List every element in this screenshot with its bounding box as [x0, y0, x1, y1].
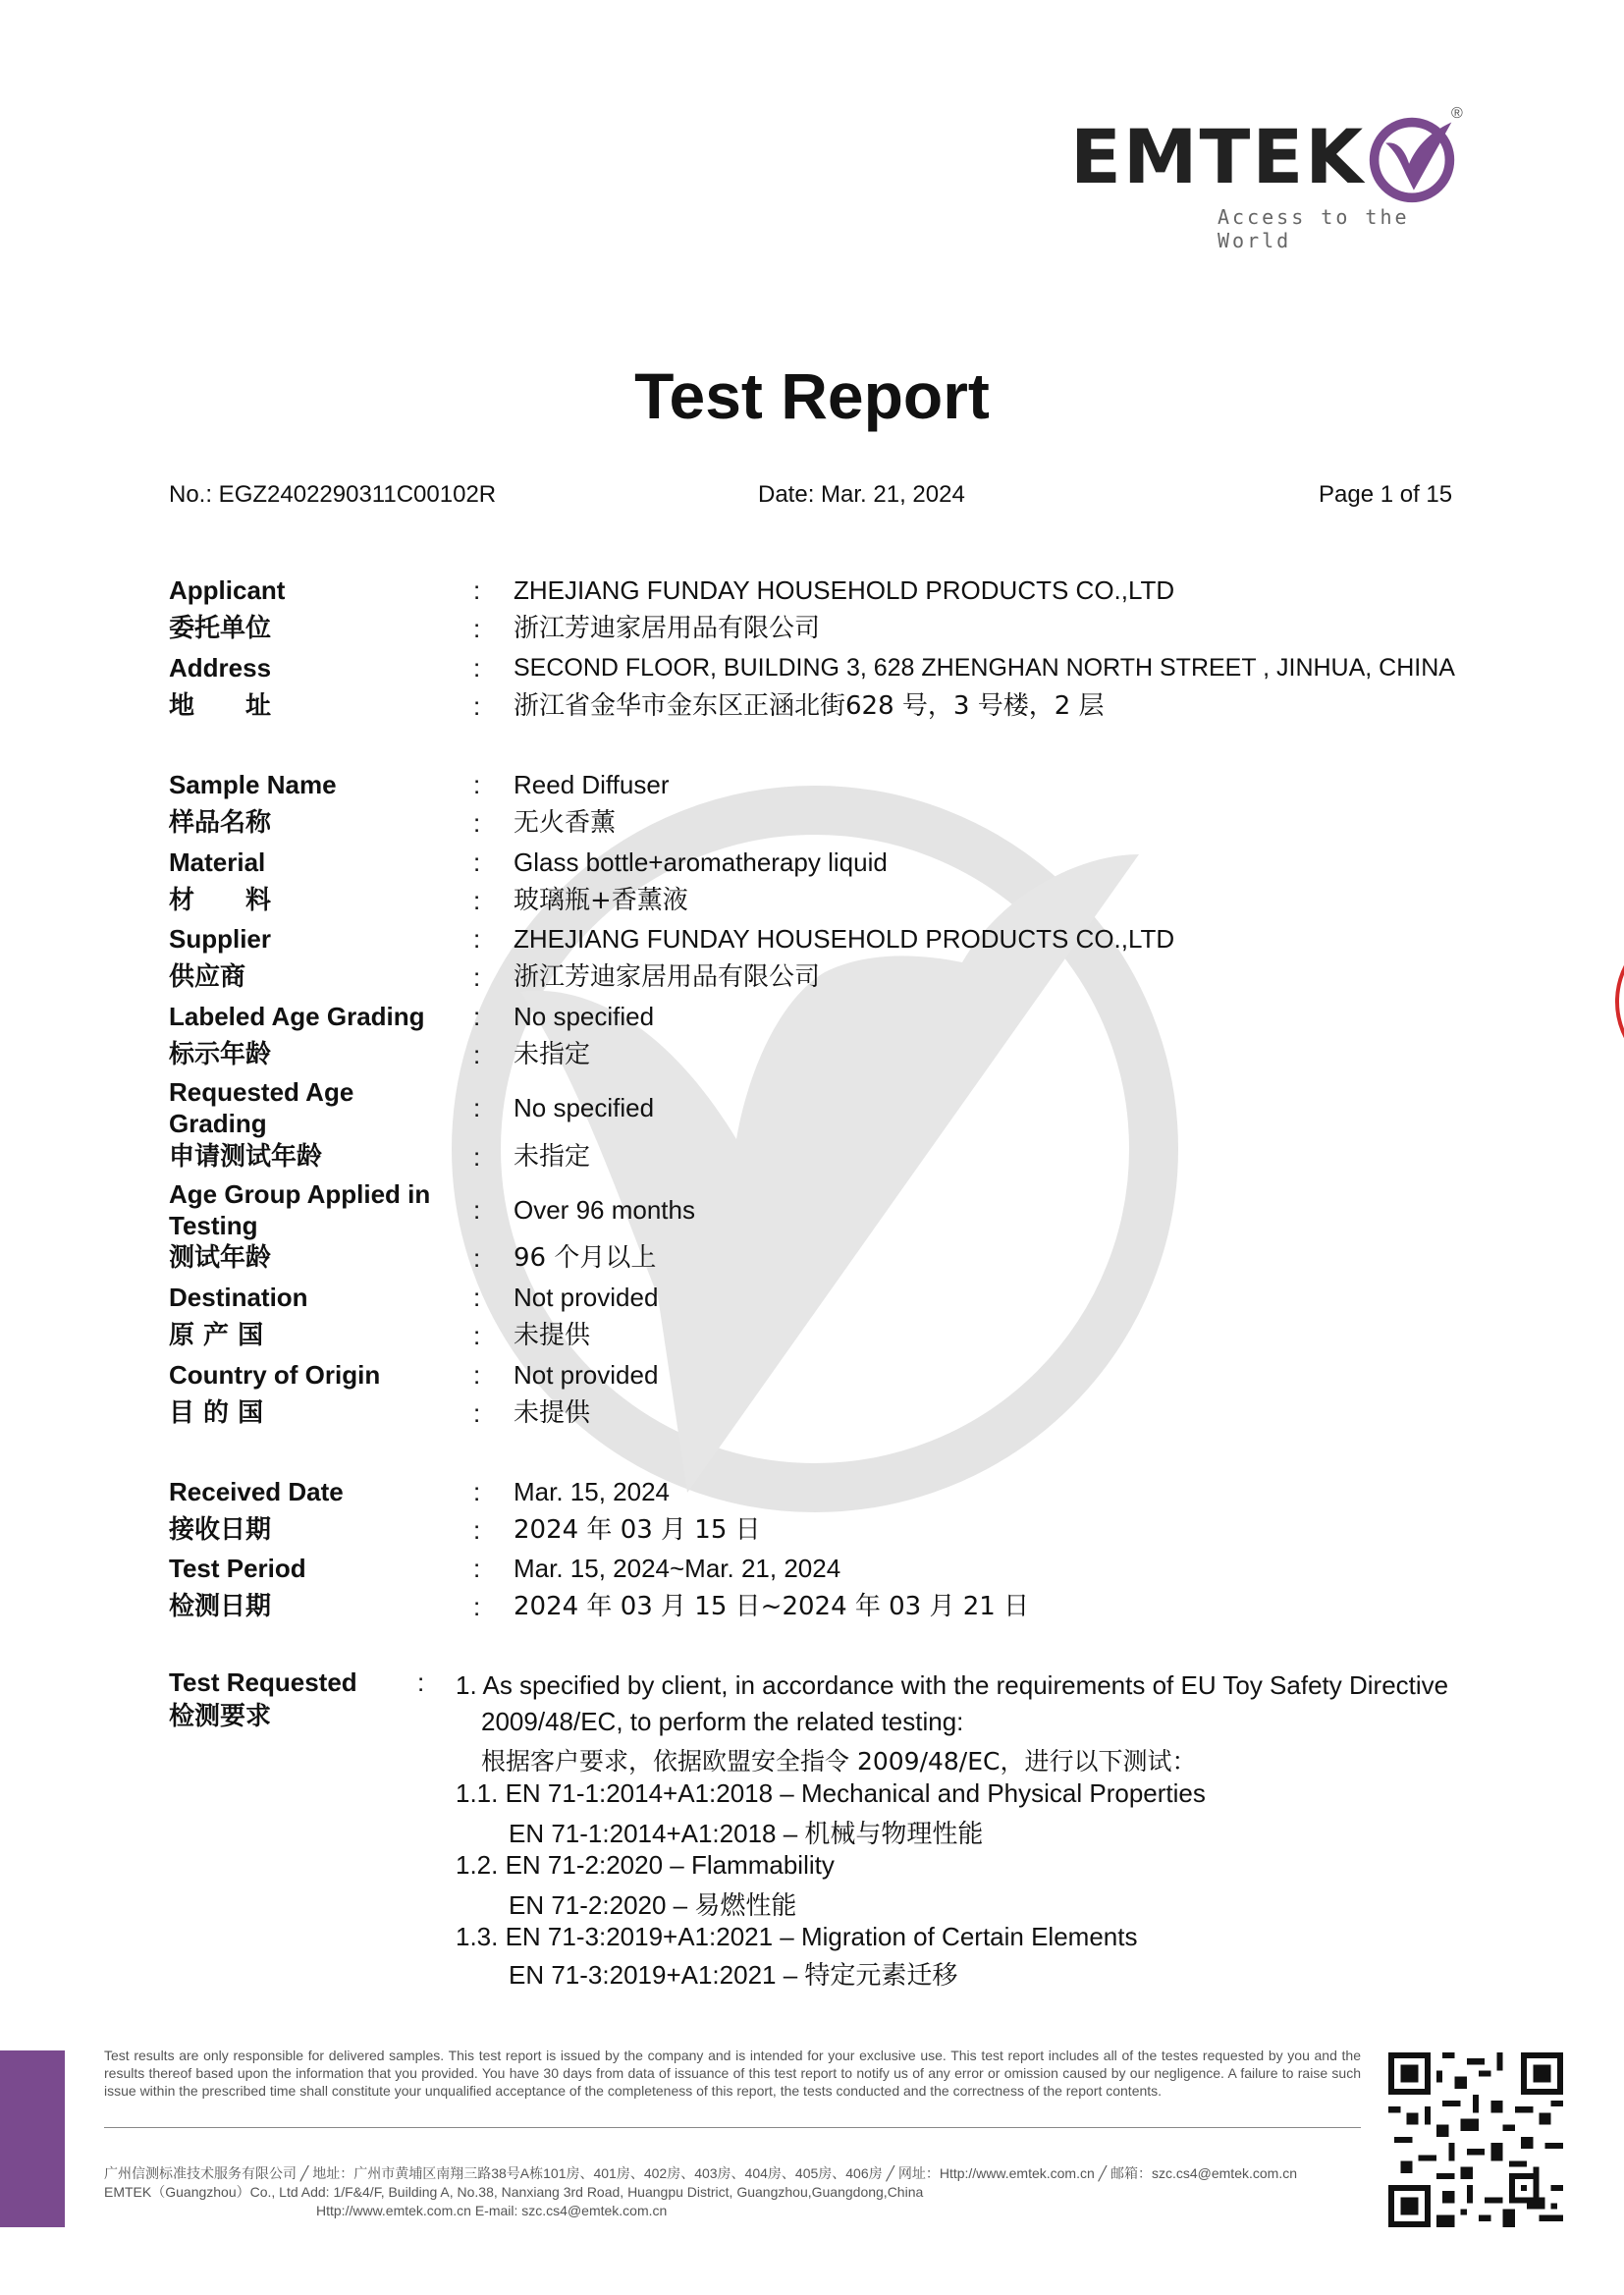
field-value: Mar. 15, 2024~Mar. 21, 2024	[514, 1554, 841, 1583]
field-value: Glass bottle+aromatherapy liquid	[514, 847, 888, 877]
registered-mark: ®	[1451, 105, 1463, 122]
report-number: No.: EGZ2402290311C00102R	[169, 481, 497, 508]
test-requested-line: EN 71-1:2014+A1:2018 – 机械与物理性能	[509, 1819, 984, 1848]
field-value: 无火香薰	[514, 808, 617, 838]
test-requested-line: EN 71-3:2019+A1:2021 – 特定元素迁移	[509, 1960, 958, 1990]
footer-address-line: Http://www.emtek.com.cn E-mail: szc.cs4@emtek.com.cn	[316, 2203, 668, 2218]
test-requested-label: Test Requested	[169, 1667, 357, 1697]
field-label: 申请测试年龄	[169, 1142, 323, 1172]
field-label: Age Group Applied in Testing	[169, 1179, 431, 1240]
footer-address-line: EMTEK（Guangzhou）Co., Ltd Add: 1/F&4/F, Building A, No.38, Nanxiang 3rd Road, Huangpu District, Guangzhou,Guangdong,China	[104, 2184, 924, 2200]
field-value: Over 96 months	[514, 1195, 695, 1225]
field-value: 未指定	[514, 1142, 591, 1172]
test-requested-line: 1.2. EN 71-2:2020 – Flammability	[456, 1850, 835, 1880]
field-value: 未指定	[514, 1040, 591, 1069]
field-value: ZHEJIANG FUNDAY HOUSEHOLD PRODUCTS CO.,LTD	[514, 924, 1175, 954]
field-label: Address	[169, 653, 272, 683]
footer-accent-bar	[0, 2050, 65, 2227]
field-value: 浙江省金华市金东区正涵北街628 号，3 号楼，2 层	[514, 691, 1105, 721]
test-requested-line: 1.1. EN 71-1:2014+A1:2018 – Mechanical and Physical Properties	[456, 1778, 1206, 1808]
field-label: Destination	[169, 1283, 308, 1312]
field-value: ZHEJIANG FUNDAY HOUSEHOLD PRODUCTS CO.,LTD	[514, 575, 1175, 605]
field-value: 未提供	[514, 1321, 591, 1350]
field-label: Sample Name	[169, 770, 337, 799]
field-label: Supplier	[169, 924, 272, 954]
field-label: Test Period	[169, 1554, 306, 1583]
test-requested-line: 根据客户要求，依据欧盟安全指令 2009/48/EC，进行以下测试：	[481, 1747, 1197, 1776]
field-label: 标示年龄	[169, 1040, 272, 1069]
field-label: 接收日期	[169, 1515, 272, 1545]
field-label: Material	[169, 847, 266, 877]
field-value: 2024 年 03 月 15 日	[514, 1515, 761, 1545]
field-value: Mar. 15, 2024	[514, 1477, 670, 1506]
field-value: 浙江芳迪家居用品有限公司	[514, 962, 821, 992]
seal-stamp-fragment	[1602, 923, 1624, 1080]
field-label: 目 的 国	[169, 1398, 264, 1428]
field-label: Received Date	[169, 1477, 344, 1506]
footer-address-line: 广州信测标准技术服务有限公司 ╱ 地址：广州市黄埔区南翔三路38号A栋101房、401房、402房、403房、404房、405房、406房 ╱ 网址：Http://www.emtek.com.cn ╱ 邮箱：szc.cs4@emtek.com.cn	[104, 2165, 1297, 2181]
field-label: Labeled Age Grading	[169, 1002, 425, 1031]
field-label: 供应商	[169, 962, 246, 992]
field-label: 材 料	[169, 886, 272, 915]
test-requested-line: 1. As specified by client, in accordance with the requirements of EU Toy Safety Directive	[456, 1670, 1449, 1700]
test-requested-line: EN 71-2:2020 – 易燃性能	[509, 1890, 797, 1920]
field-value: Not provided	[514, 1360, 659, 1390]
field-value: 96 个月以上	[514, 1243, 657, 1273]
field-value: Reed Diffuser	[514, 770, 670, 799]
field-label: 地 址	[169, 691, 272, 721]
footer-address	[104, 2164, 1380, 2220]
emtek-logo	[1070, 103, 1483, 252]
qr-code-icon	[1388, 2052, 1563, 2227]
footer-disclaimer: Test results are only responsible for delivered samples. This test report is issued by the company and is intended for your exclusive use. This test report includes all of the testes requested by you and the results thereof based upon the information that you provided. You have 30 days from data of issuance of this test report to notify us of any error or omission caused by our negligence. A failure to raise such issue within the prescribed time shall constitute your unqualified acceptance of the completeness of this report, the tests conducted and the correctness of the report contents.	[104, 2048, 1361, 2099]
field-value: SECOND FLOOR, BUILDING 3, 628 ZHENGHAN NORTH STREET , JINHUA, CHINA	[514, 654, 1455, 682]
field-value: 2024 年 03 月 15 日~2024 年 03 月 21 日	[514, 1592, 1030, 1621]
field-label: 检测日期	[169, 1592, 272, 1621]
logo-brand-text: EMTEK	[1070, 113, 1366, 200]
test-requested-label-cn: 检测要求	[169, 1702, 272, 1731]
page-number: Page 1 of 15	[1319, 481, 1453, 508]
field-value: 玻璃瓶+香薰液	[514, 886, 688, 915]
logo-check-icon	[1365, 111, 1459, 205]
test-requested-line: 2009/48/EC, to perform the related testing:	[481, 1707, 964, 1736]
page-title: Test Report	[634, 359, 990, 432]
field-label: 原 产 国	[169, 1321, 264, 1350]
field-label: 样品名称	[169, 808, 272, 838]
field-label: 委托单位	[169, 614, 272, 643]
report-date: Date: Mar. 21, 2024	[758, 481, 965, 508]
field-label: Country of Origin	[169, 1360, 381, 1390]
field-label: 测试年龄	[169, 1243, 272, 1273]
field-value: No specified	[514, 1002, 655, 1031]
field-value: No specified	[514, 1093, 655, 1122]
field-value: 浙江芳迪家居用品有限公司	[514, 614, 821, 643]
logo-tagline: Access to the World	[1218, 205, 1410, 252]
field-label: Applicant	[169, 575, 286, 605]
field-label: Requested Age Grading	[169, 1077, 354, 1138]
field-value: Not provided	[514, 1283, 659, 1312]
field-value: 未提供	[514, 1398, 591, 1428]
footer-divider	[104, 2127, 1361, 2128]
test-requested-line: 1.3. EN 71-3:2019+A1:2021 – Migration of Certain Elements	[456, 1922, 1138, 1951]
